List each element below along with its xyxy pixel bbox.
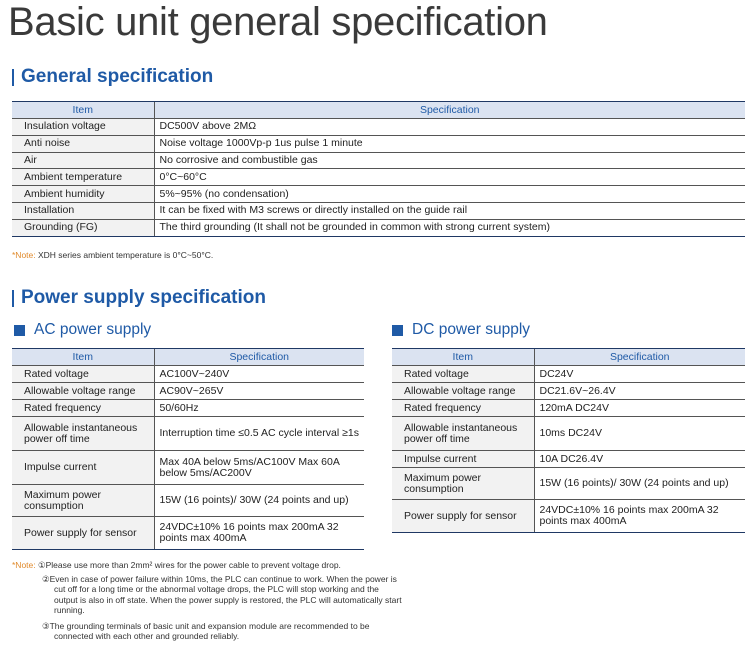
table-row <box>12 202 745 219</box>
table-row <box>392 468 745 500</box>
table-row <box>12 135 745 152</box>
table-row <box>392 417 745 451</box>
item-cell: Power supply for sensor <box>392 500 534 533</box>
spec-cell: 10ms DC24V <box>534 417 745 451</box>
spec-cell: 15W (16 points)/ 30W (24 points and up) <box>154 485 364 517</box>
spec-cell: Interruption time ≤0.5 AC cycle interval ≥1s <box>154 417 364 451</box>
ac-power-heading-text: AC power supply <box>34 321 152 338</box>
general-spec-heading <box>12 66 213 88</box>
spec-cell: 5%~95% (no condensation) <box>154 186 745 203</box>
table-row <box>392 451 745 468</box>
spec-cell: 24VDC±10% 16 points max 200mA 32 points max 400mA <box>154 517 364 550</box>
item-cell: Maximum power consumption <box>12 485 154 517</box>
general-spec-table <box>12 101 745 237</box>
item-cell: Installation <box>12 202 154 219</box>
table-row <box>12 219 745 236</box>
item-cell: Rated frequency <box>392 400 534 417</box>
note-label: *Note: <box>12 250 36 260</box>
power-notes <box>12 560 402 642</box>
spec-cell: 10A DC26.4V <box>534 451 745 468</box>
item-cell: Maximum power consumption <box>392 468 534 500</box>
column-header-item: Item <box>12 349 154 366</box>
table-row <box>392 383 745 400</box>
column-header-specification: Specification <box>154 102 745 119</box>
ac-power-table <box>12 348 364 550</box>
spec-cell: It can be fixed with M3 screws or directly installed on the guide rail <box>154 202 745 219</box>
table-row <box>392 366 745 383</box>
column-header-item: Item <box>12 102 154 119</box>
spec-cell: DC24V <box>534 366 745 383</box>
note-text: XDH series ambient temperature is 0°C~50°C. <box>38 250 214 260</box>
heading-bar <box>12 69 14 86</box>
power-spec-heading <box>12 287 266 309</box>
table-row <box>392 400 745 417</box>
power-spec-heading-text: Power supply specification <box>21 287 266 308</box>
item-cell: Air <box>12 152 154 169</box>
table-row <box>12 119 745 136</box>
table-row <box>12 451 364 485</box>
item-cell: Allowable voltage range <box>12 383 154 400</box>
item-cell: Rated voltage <box>392 366 534 383</box>
spec-cell: Max 40A below 5ms/AC100V Max 60A below 5ms/AC200V <box>154 451 364 485</box>
table-row <box>12 400 364 417</box>
general-spec-heading-text: General specification <box>21 66 214 87</box>
spec-cell: DC500V above 2MΩ <box>154 119 745 136</box>
square-bullet-icon <box>392 325 403 336</box>
spec-cell: 24VDC±10% 16 points max 200mA 32 points max 400mA <box>534 500 745 533</box>
note-text: ③The grounding terminals of basic unit and expansion module are recommended to be connected with each other and grounded reliably. <box>42 620 370 641</box>
column-header-item: Item <box>392 349 534 366</box>
spec-cell: AC100V~240V <box>154 366 364 383</box>
item-cell: Ambient temperature <box>12 169 154 186</box>
note-text: ②Even in case of power failure within 10ms, the PLC can continue to work. When the power is cut off for a long time or the abnormal voltage drops, the PLC will stop working and the output is also in off state. When the power supply is restored, the PLC will automatically start running. <box>42 573 402 615</box>
table-row <box>12 366 364 383</box>
item-cell: Allowable instantaneous power off time <box>12 417 154 451</box>
table-row <box>12 485 364 517</box>
column-header-specification: Specification <box>154 349 364 366</box>
item-cell: Insulation voltage <box>12 119 154 136</box>
spec-cell: DC21.6V~26.4V <box>534 383 745 400</box>
spec-cell: AC90V~265V <box>154 383 364 400</box>
spec-cell: 120mA DC24V <box>534 400 745 417</box>
square-bullet-icon <box>14 325 25 336</box>
item-cell: Impulse current <box>12 451 154 485</box>
dc-power-table <box>392 348 745 533</box>
table-row <box>392 500 745 533</box>
heading-bar <box>12 290 14 307</box>
table-row <box>12 152 745 169</box>
item-cell: Impulse current <box>392 451 534 468</box>
general-note <box>12 250 213 260</box>
item-cell: Grounding (FG) <box>12 219 154 236</box>
item-cell: Power supply for sensor <box>12 517 154 550</box>
table-row <box>12 186 745 203</box>
table-row <box>12 417 364 451</box>
table-row <box>12 169 745 186</box>
spec-cell: 15W (16 points)/ 30W (24 points and up) <box>534 468 745 500</box>
table-row <box>12 517 364 550</box>
column-header-specification: Specification <box>534 349 745 366</box>
item-cell: Anti noise <box>12 135 154 152</box>
item-cell: Rated voltage <box>12 366 154 383</box>
item-cell: Ambient humidity <box>12 186 154 203</box>
item-cell: Rated frequency <box>12 400 154 417</box>
dc-power-heading <box>392 321 530 339</box>
page-title: Basic unit general specification <box>8 0 548 44</box>
item-cell: Allowable instantaneous power off time <box>392 417 534 451</box>
spec-cell: The third grounding (It shall not be grounded in common with strong current system) <box>154 219 745 236</box>
item-cell: Allowable voltage range <box>392 383 534 400</box>
spec-cell: 50/60Hz <box>154 400 364 417</box>
dc-power-heading-text: DC power supply <box>412 321 531 338</box>
note-line <box>12 560 402 571</box>
note-text: ①Please use more than 2mm² wires for the power cable to prevent voltage drop. <box>38 560 341 570</box>
note-label: *Note: <box>12 560 36 570</box>
spec-cell: Noise voltage 1000Vp-p 1us pulse 1 minute <box>154 135 745 152</box>
ac-power-heading <box>14 321 151 339</box>
spec-cell: 0°C~60°C <box>154 169 745 186</box>
spec-cell: No corrosive and combustible gas <box>154 152 745 169</box>
table-row <box>12 383 364 400</box>
